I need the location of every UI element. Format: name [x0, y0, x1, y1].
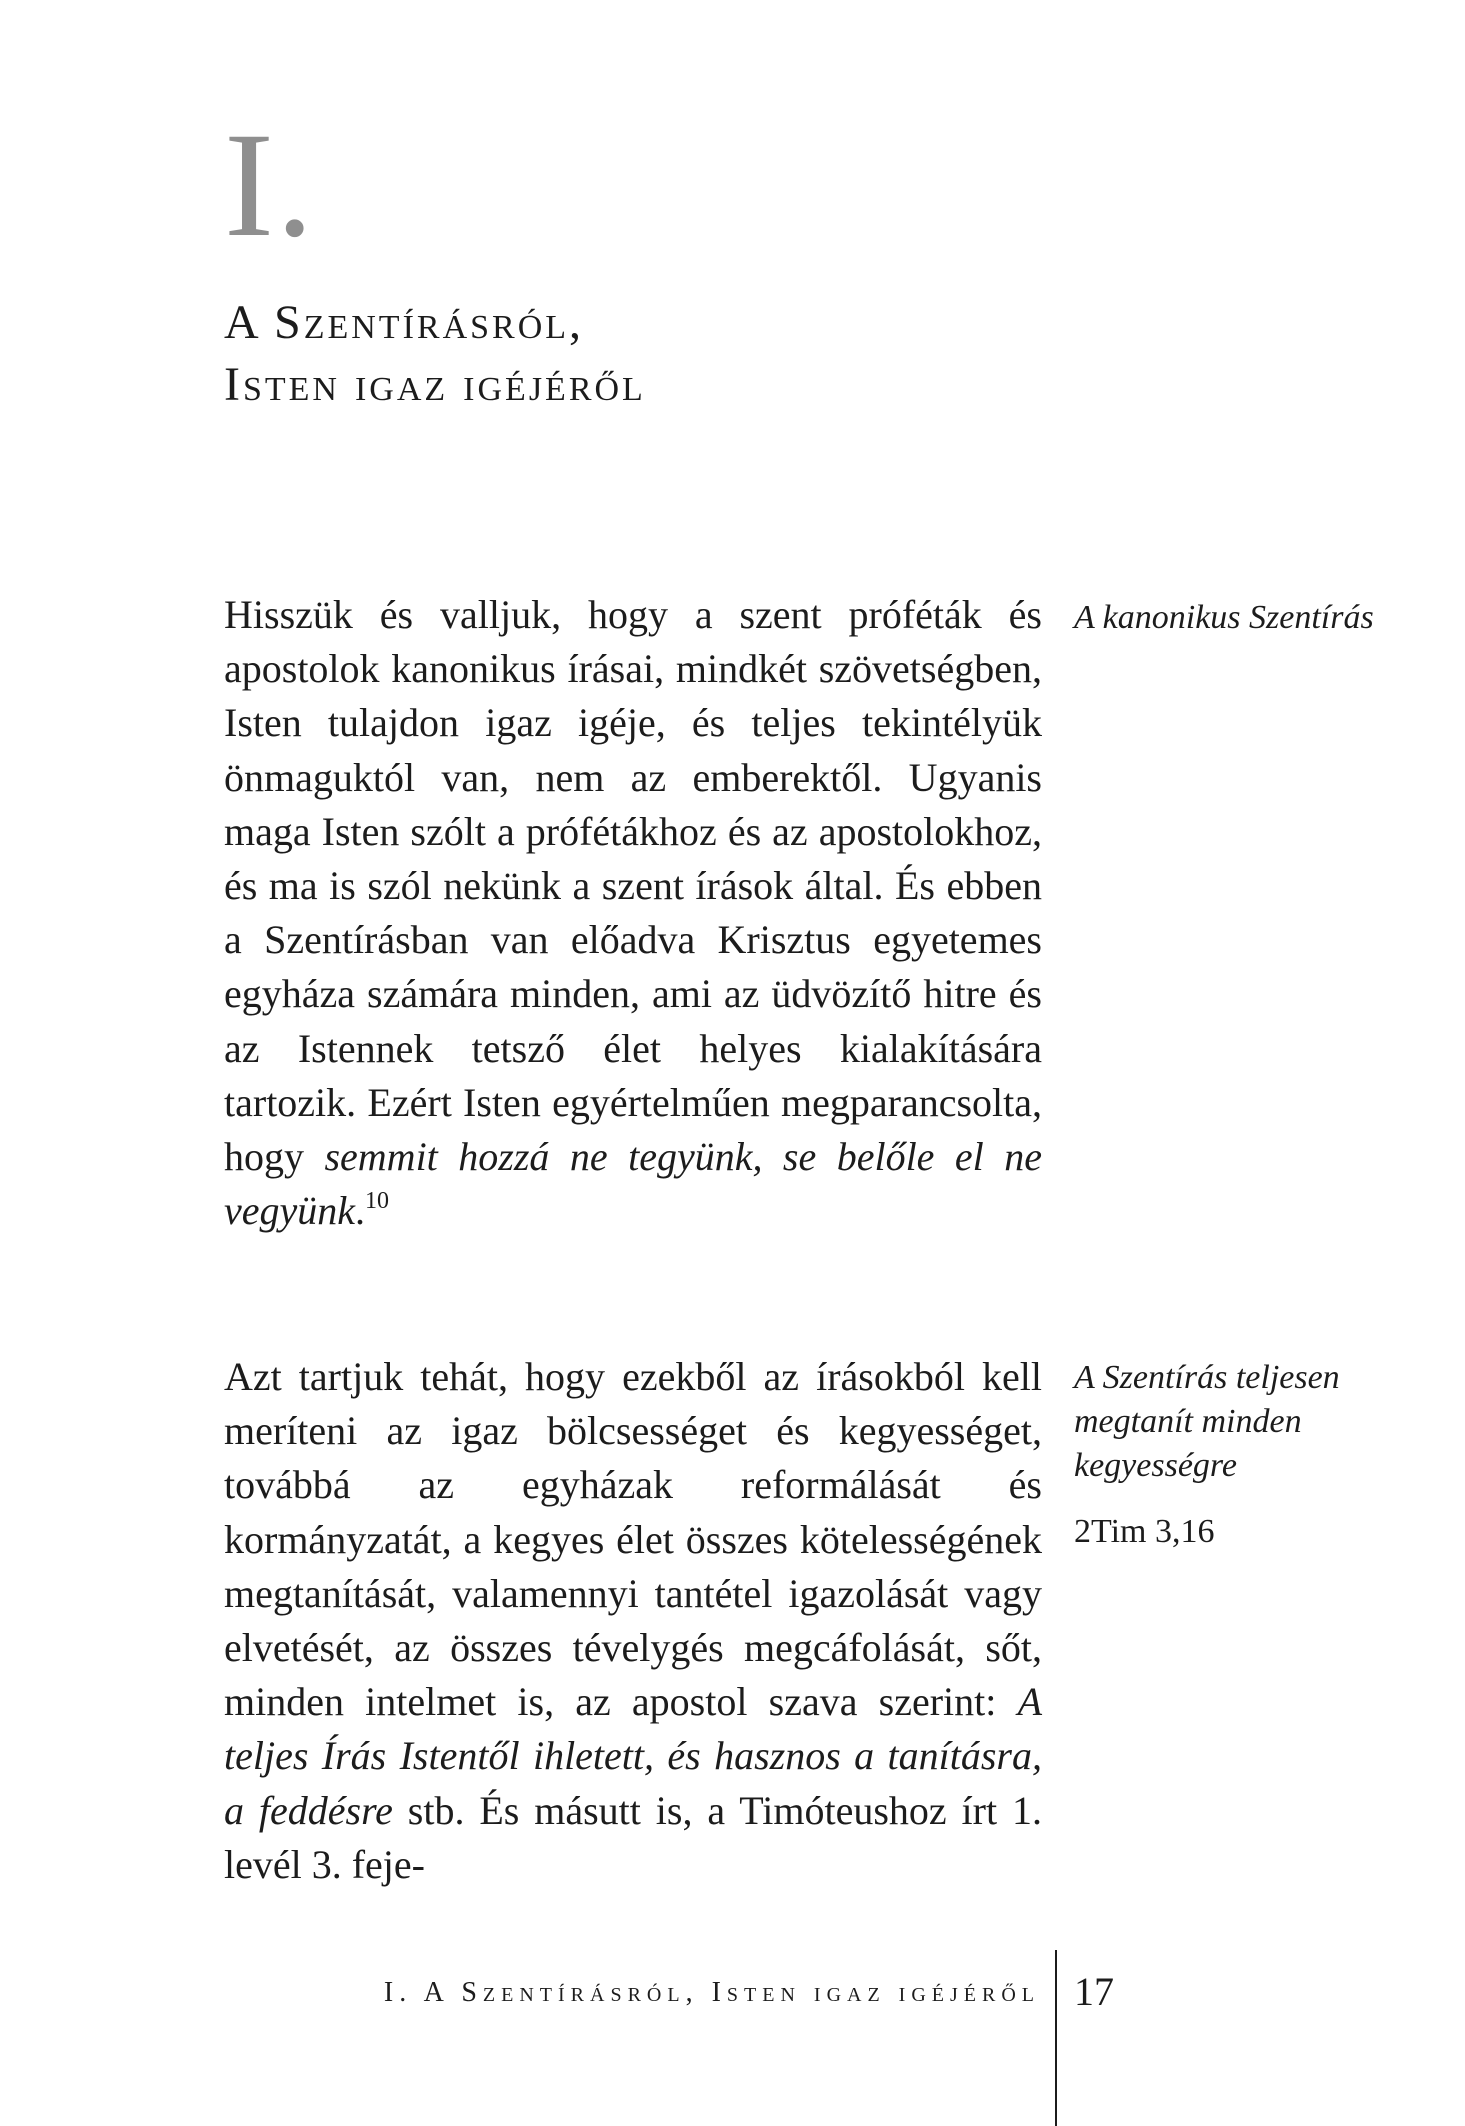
paragraph-2-italic-quote: A teljes Írás Istentől ihletett, és hasznos a tanításra, a feddésre: [224, 1679, 1042, 1833]
paragraph-1-text: Hisszük és valljuk, hogy a szent próféták és apostolok kanonikus írásai, mindkét szövetségben, Isten tulajdon igaz igéje, és teljes tekintélyük önmaguktól van, nem az emberektől. Ugyanis maga Isten szólt a prófétákhoz és az apostolokhoz, és ma is szól nekünk a szent írások által. És ebben a Szentírásban van előadva Krisztus egyetemes egyháza számára minden, ami az üdvözítő hitre és az Istennek tetsző élet helyes kialakítására tartozik. Ezért Isten egyértelműen megparancsolta, hogy: [224, 592, 1042, 1180]
margin-note-teaches-piety: A Szentírás teljesen megtanít minden kegyességre: [1074, 1359, 1340, 1484]
chapter-title: [224, 292, 646, 416]
paragraph-2-end: stb. És másutt is, a Timóteushoz írt 1. levél 3. feje-: [224, 1787, 1042, 1887]
running-footer-title: I. A Szentírásról, Isten igaz igéjéről: [383, 1977, 1040, 2008]
chapter-title-line-2: Isten igaz igéjéről: [224, 358, 646, 411]
paragraph-1-end: .: [355, 1188, 366, 1234]
footer-divider: [1055, 1950, 1057, 2126]
paragraph-2-text: Azt tartjuk tehát, hogy ezekből az írásokból kell meríteni az igaz bölcsességet és kegyességet, továbbá az egyházak reformálását és kormányzatát, a kegyes élet összes kötelességének megtanítását, valamennyi tantétel igazolását vagy elvetését, az összes tévelygés megcáfolását, sőt, minden intelmet is, az apostol szava szerint:: [224, 1354, 1042, 1725]
chapter-title-line-1: A Szentírásról,: [224, 296, 585, 349]
margin-note-canonical: A kanonikus Szentírás: [1074, 599, 1374, 636]
paragraph-1-italic-quote: semmit hozzá ne tegyünk, se belőle el ne vegyünk: [224, 1134, 1042, 1234]
chapter-number: I.: [224, 102, 316, 268]
page-number: 17: [1074, 1969, 1114, 2014]
footnote-marker[interactable]: 10: [365, 1188, 390, 1215]
body-paragraph-1: [224, 588, 1042, 1238]
body-paragraph-2: [224, 1350, 1042, 1892]
margin-note-reference: 2Tim 3,16: [1074, 1513, 1215, 1550]
